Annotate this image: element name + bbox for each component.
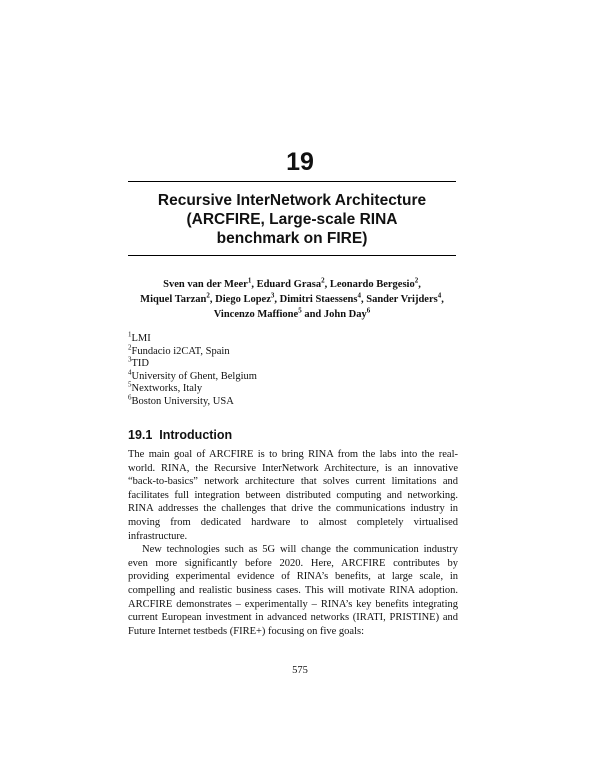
body-text (128, 448, 458, 638)
author-list (118, 277, 466, 322)
affiliation-text: Boston University, USA (131, 395, 234, 407)
affiliation-item (128, 355, 257, 371)
author-affiliation-mark: 4 (357, 291, 361, 300)
paragraph: New technologies such as 5G will change the communication industry even more significantly before 2020. Here, ARCFIRE contributes by providing experimental evidence of RINA’s benefits, at large scale, in compelling and realistic business cases. This will motivate RINA adoption. ARCFIRE demonstrates – experimentally – RINA’s key benefits integrating current European investment in advanced networks (IRATI, PRISTINE) and Future Internet testbeds (FIRE+) focusing on five goals: (128, 544, 458, 637)
author-separator: and (301, 309, 324, 320)
author-name: Leonardo Bergesio (329, 279, 415, 290)
author-line (118, 277, 466, 292)
affiliation-mark: 1 (128, 330, 132, 339)
paragraph: The main goal of ARCFIRE is to bring RINA from the labs into the real-world. RINA, the Recursive InterNetwork Architecture, is an innovative “back-to-basics” network architecture that solves current limitations and facilitates full integration between distributed computing and networking. RINA addresses the challenges that drive the communications industry in moving from dedicated hardware to almost completely virtualised infrastructure. (128, 449, 458, 542)
author-affiliation-mark: 4 (437, 291, 442, 300)
affiliation-mark: 3 (128, 355, 132, 364)
chapter-title-line: benchmark on FIRE) (216, 230, 368, 247)
affiliation-mark: 4 (128, 368, 132, 377)
affiliation-list (128, 330, 257, 409)
author-name: Miquel Tarzan (140, 294, 207, 305)
affiliation-item (128, 343, 257, 359)
author-separator: , (209, 294, 216, 305)
author-separator: , (360, 294, 367, 305)
affiliation-text: University of Ghent, Belgium (131, 370, 257, 382)
author-name: Sven van der Meer (163, 279, 248, 290)
chapter-title-line: (ARCFIRE, Large-scale RINA (186, 211, 398, 228)
author-affiliation-mark: 5 (298, 306, 302, 315)
section-heading: 19.1 Introduction (128, 428, 233, 442)
affiliation-item (128, 380, 257, 396)
affiliation-mark: 5 (128, 380, 132, 389)
author-affiliation-mark: 2 (321, 276, 325, 285)
affiliation-text: LMI (131, 333, 151, 344)
author-name: Sander Vrijders (366, 294, 438, 305)
author-affiliation-mark: 1 (247, 276, 252, 285)
author-separator: , (418, 279, 421, 290)
author-line (118, 292, 466, 307)
author-name: Vincenzo Maffione (213, 309, 299, 320)
author-name: Diego Lopez (215, 294, 271, 305)
author-separator: , (251, 279, 257, 290)
author-line (118, 307, 466, 322)
author-separator: , (274, 294, 280, 305)
title-rule-bottom (128, 255, 456, 256)
affiliation-text: Nextworks, Italy (131, 383, 203, 395)
author-name: John Day (323, 309, 367, 320)
title-rule-top (128, 181, 456, 182)
affiliation-mark: 6 (128, 393, 132, 402)
page-number: 575 (292, 665, 308, 676)
affiliation-item (128, 393, 257, 409)
affiliation-item (128, 330, 257, 346)
author-name: Eduard Grasa (256, 279, 322, 290)
affiliation-mark: 2 (128, 343, 132, 352)
author-separator: , (441, 294, 444, 305)
author-affiliation-mark: 2 (206, 291, 210, 300)
affiliation-text: TID (131, 358, 149, 370)
author-affiliation-mark: 3 (270, 291, 275, 300)
author-affiliation-mark: 2 (414, 276, 419, 285)
chapter-title-line: Recursive InterNetwork Architecture (157, 192, 427, 209)
affiliation-item (128, 368, 257, 384)
author-affiliation-mark: 6 (366, 306, 371, 315)
chapter-number: 19 (286, 148, 314, 176)
author-name: Dimitri Staessens (279, 294, 358, 305)
chapter-title (128, 191, 456, 248)
affiliation-text: Fundacio i2CAT, Spain (131, 345, 230, 357)
author-separator: , (324, 279, 330, 290)
